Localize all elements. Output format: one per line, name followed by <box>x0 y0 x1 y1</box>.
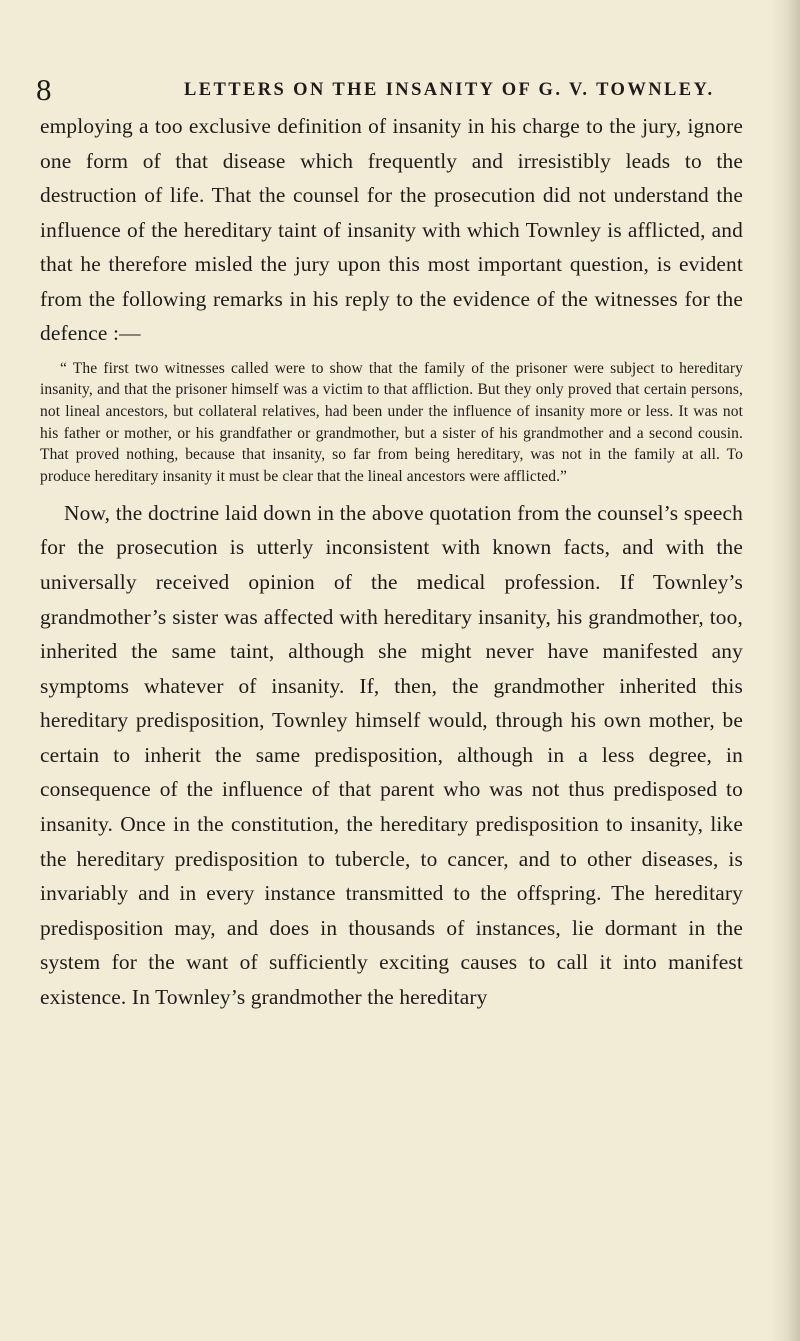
block-quotation: “ The first two witnesses called were to show that the family of the prisoner were subject to hereditary insanity, and that the prisoner himself was a victim to that affliction. But they only proved that certain persons, not lineal ancestors, but collateral relatives, had been under the influence of insanity more or less. It was not his father or mother, or his grandfather or grandmother, but a sister of his grandmother and a second cousin. That proved nothing, because that insanity, so far from being hereditary, was not in the family at all. To produce hereditary insanity it must be clear that the lineal ancestors were afflicted.” <box>40 359 743 486</box>
paragraph-1: employing a too exclusive definition of insanity in his charge to the jury, ignore one form of that disease which frequently and irresistibly leads to the destruction of life. That the counsel for the prosecution did not understand the influence of the hereditary taint of insanity with which Townley is afflicted, and that he therefore misled the jury upon this most important question, is evident from the following remarks in his reply to the evidence of the witnesses for the defence :— <box>40 114 743 345</box>
running-title: LETTERS ON THE INSANITY OF G. V. TOWNLEY. <box>184 80 715 100</box>
page-number: 8 <box>36 72 52 107</box>
paragraph-2: Now, the doctrine laid down in the above quotation from the counsel’s speech for the prosecution is utterly inconsistent with known facts, and with the universally received opinion of the medical profession. If Townley’s grandmother’s sister was affected with hereditary insanity, his grandmother, too, inherited the same taint, although she might never have manifested any symptoms whatever of insanity. If, then, the grandmother inherited this hereditary predisposition, Townley himself would, through his own mother, be certain to inherit the same predisposition, although in a less degree, in consequence of the influence of that parent who was not thus predisposed to insanity. Once in the constitution, the hereditary predisposition to insanity, like the hereditary predisposition to tubercle, to cancer, and to other diseases, is invariably and in every instance transmitted to the offspring. The hereditary predisposition may, and does in thousands of instances, lie dormant in the system for the want of sufficiently exciting causes to call it into manifest existence. In Townley’s grandmother the hereditary <box>40 500 743 1010</box>
body-text <box>40 109 743 1015</box>
page-header <box>36 70 736 110</box>
